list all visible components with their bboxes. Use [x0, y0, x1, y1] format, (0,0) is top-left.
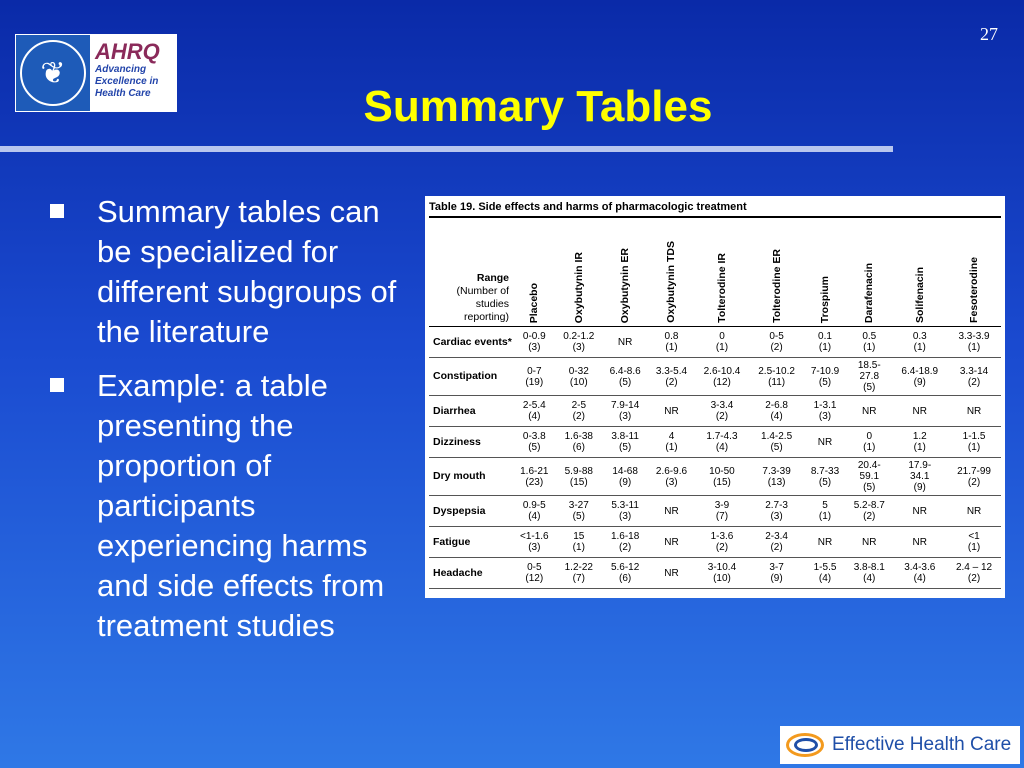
table-cell — [846, 358, 892, 396]
table-row — [429, 527, 1001, 558]
cell-line: 1.6-18 — [610, 531, 640, 542]
cell-line: (9) — [913, 482, 926, 493]
cell-line: 5.9-88 — [564, 465, 593, 477]
square-bullet-icon — [50, 378, 64, 392]
table-cell — [513, 358, 556, 396]
column-header-label: Placebo — [528, 282, 541, 323]
column-header-label: Tolterodine ER — [770, 249, 783, 323]
table-cell — [648, 527, 694, 558]
table-cell — [804, 427, 846, 458]
cell-line: (1) — [665, 442, 678, 453]
table-cell — [749, 496, 804, 527]
table-cell — [556, 396, 602, 427]
table-cell — [602, 496, 648, 527]
column-header-label: Solifenacin — [913, 266, 926, 323]
table-cell — [695, 558, 750, 589]
cell-line: (2) — [572, 411, 585, 422]
cell-line: 2.6-9.6 — [655, 465, 688, 477]
cell-line: 0-3.8 — [522, 431, 546, 442]
cell-line: 0-5 — [527, 562, 542, 573]
table-body — [429, 327, 1001, 589]
table-cell — [947, 396, 1001, 427]
cell-line: (10) — [569, 376, 588, 388]
table-cell — [804, 496, 846, 527]
bullet-item — [42, 192, 422, 352]
table-row — [429, 396, 1001, 427]
cell-line: (5) — [770, 442, 783, 453]
cell-line: 0.1 — [818, 331, 832, 342]
table-cell — [749, 358, 804, 396]
cell-line: NR — [664, 505, 679, 517]
cell-line: (12) — [525, 573, 544, 584]
cell-line: 15 — [573, 531, 585, 542]
cell-line: 21.7-99 — [957, 465, 991, 477]
cell-line: (2) — [619, 542, 632, 553]
table-cell — [846, 458, 892, 496]
cell-line: (3) — [572, 342, 585, 353]
cell-line: (1) — [715, 342, 729, 353]
cell-line: (1) — [572, 542, 585, 553]
table-cell — [846, 558, 892, 589]
cell-line: (2) — [715, 411, 729, 422]
cell-line: (3) — [528, 342, 541, 353]
cell-line: (15) — [713, 476, 731, 488]
cell-line: 14-68 — [612, 465, 638, 477]
bullet-text: Summary tables can be specialized for different subgroups of the literature — [97, 194, 397, 349]
column-header-label: Oxybutynin TDS — [665, 241, 678, 323]
table-cell — [602, 427, 648, 458]
row-label: Diarrhea — [429, 396, 513, 427]
ahrq-tagline-3: Health Care — [95, 88, 151, 99]
cell-line: 2.7-3 — [765, 500, 788, 511]
table-cell — [513, 427, 556, 458]
cell-line: 0.2-1.2 — [563, 331, 595, 342]
table-cell — [947, 427, 1001, 458]
range-header-title: Range — [476, 272, 509, 284]
cell-line: (4) — [913, 573, 926, 584]
cell-line: (6) — [619, 573, 632, 584]
table-cell — [695, 496, 750, 527]
table-cell — [602, 558, 648, 589]
cell-line: 20.4- — [857, 460, 881, 471]
table-row — [429, 427, 1001, 458]
cell-line: 0.5 — [862, 331, 877, 342]
table-cell — [648, 458, 694, 496]
table-cell — [892, 327, 947, 358]
table-row — [429, 327, 1001, 358]
slide-title: Summary Tables — [363, 82, 713, 131]
cell-line: 3-9 — [714, 500, 730, 511]
cell-line: (2) — [967, 376, 981, 388]
cell-line: NR — [617, 336, 633, 348]
cell-line: 3.8-11 — [611, 431, 639, 442]
cell-line: (1) — [913, 342, 926, 353]
table-header-row — [429, 218, 1001, 327]
cell-line: (6) — [572, 442, 585, 453]
cell-line: (3) — [818, 411, 832, 422]
column-header-label: Oxybutynin IR — [572, 251, 585, 323]
column-header-label: Darafenacin — [863, 262, 876, 323]
table-cell — [846, 496, 892, 527]
column-header-label: Trospium — [819, 275, 831, 323]
cell-line: 3-7 — [769, 562, 784, 573]
table-cell — [892, 458, 947, 496]
cell-line: (3) — [619, 511, 632, 522]
cell-line: 2-3.4 — [765, 531, 788, 542]
column-header — [804, 218, 846, 327]
slide-number: 27 — [980, 24, 998, 44]
cell-line: 1.2 — [912, 431, 927, 442]
table-cell — [846, 527, 892, 558]
table-cell — [602, 527, 648, 558]
cell-line: 2.5-10.2 — [758, 365, 795, 377]
ehc-swirl-icon — [786, 730, 828, 760]
ahrq-tagline-2: Excellence in — [95, 76, 159, 87]
cell-line: (13) — [767, 476, 786, 488]
cell-line: (11) — [768, 376, 786, 388]
cell-line: 7.9-14 — [610, 400, 640, 411]
cell-line: 3-10.4 — [707, 562, 737, 573]
bullet-text: Example: a table presenting the proportion of participants experiencing harms and side effects from treatment studies — [97, 368, 385, 643]
cell-line: 5.6-12 — [610, 562, 640, 573]
cell-line: 0-7 — [527, 365, 542, 377]
cell-line: 3.8-8.1 — [853, 562, 885, 573]
cell-line: 0 — [719, 331, 725, 342]
cell-line: NR — [966, 405, 982, 417]
cell-line: 0.8 — [664, 331, 679, 342]
ehc-logo-text: Effective Health Care — [832, 734, 1012, 755]
cell-line: (2) — [715, 542, 729, 553]
cell-line: (23) — [525, 476, 544, 488]
cell-line: (9) — [619, 476, 632, 488]
cell-line: <1-1.6 — [519, 531, 549, 542]
cell-line: 1.2-22 — [564, 562, 593, 573]
table-cell — [648, 558, 694, 589]
cell-line: 8.7-33 — [810, 465, 840, 477]
table-cell — [947, 558, 1001, 589]
row-label: Dizziness — [429, 427, 513, 458]
cell-line: 7.3-39 — [762, 465, 791, 477]
bullet-list — [42, 192, 422, 660]
cell-line: NR — [966, 505, 982, 517]
column-header — [892, 218, 947, 327]
cell-line: NR — [817, 436, 833, 448]
cell-line: 1.6-38 — [564, 431, 593, 442]
table-cell — [695, 358, 750, 396]
table-cell — [892, 496, 947, 527]
ahrq-logo-name: AHRQ — [95, 39, 160, 64]
cell-line: (2) — [770, 542, 783, 553]
cell-line: (1) — [863, 442, 876, 453]
table-cell — [947, 458, 1001, 496]
cell-line: 1.4-2.5 — [761, 431, 793, 442]
cell-line: 4 — [668, 431, 675, 442]
cell-line: 0-5 — [769, 331, 784, 342]
cell-line: 0-0.9 — [522, 331, 546, 342]
cell-line: NR — [664, 567, 679, 579]
cell-line: 1.7-4.3 — [706, 431, 738, 442]
cell-line: 10-50 — [709, 465, 735, 477]
cell-line: (5) — [863, 382, 876, 393]
range-header-line: (Number of — [456, 285, 509, 297]
table-cell — [648, 327, 694, 358]
cell-line: (4) — [863, 573, 876, 584]
cell-line: 34.1 — [910, 471, 930, 482]
title-divider — [0, 146, 893, 152]
cell-line: (15) — [569, 476, 588, 488]
table-cell — [648, 396, 694, 427]
cell-line: (19) — [525, 376, 544, 388]
cell-line: (4) — [528, 511, 541, 522]
range-header-line: studies — [475, 298, 509, 310]
table-caption: Table 19. Side effects and harms of pharmacologic treatment — [429, 198, 1001, 218]
table-cell — [804, 558, 846, 589]
cell-line: 5.3-11 — [611, 500, 639, 511]
column-header — [846, 218, 892, 327]
row-label: Dyspepsia — [429, 496, 513, 527]
cell-line: NR — [912, 405, 927, 417]
cell-line: NR — [817, 536, 833, 548]
cell-line: 3.3-14 — [959, 365, 989, 377]
table-cell — [695, 527, 750, 558]
cell-line: (4) — [770, 411, 783, 422]
table-cell — [556, 358, 602, 396]
ahrq-tagline-1: Advancing — [95, 64, 147, 75]
table-cell — [513, 327, 556, 358]
cell-line: (9) — [770, 573, 783, 584]
cell-line: 17.9- — [908, 460, 932, 471]
cell-line: 1-3.6 — [710, 531, 734, 542]
cell-line: (1) — [967, 342, 981, 353]
table-cell — [749, 527, 804, 558]
row-label: Headache — [429, 558, 513, 589]
cell-line: (5) — [619, 376, 632, 388]
cell-line: (2) — [967, 573, 981, 584]
column-header-label: Oxybutynin ER — [619, 247, 632, 323]
table-cell — [695, 458, 750, 496]
cell-line: NR — [664, 405, 679, 417]
table-cell — [648, 358, 694, 396]
cell-line: 0.3 — [912, 331, 927, 342]
table-cell — [804, 358, 846, 396]
cell-line: 27.8 — [859, 371, 880, 382]
cell-line: 6.4-8.6 — [609, 365, 641, 377]
cell-line: 0 — [866, 431, 873, 442]
table-cell — [892, 396, 947, 427]
cell-line: 1-1.5 — [962, 431, 986, 442]
table-cell — [556, 558, 602, 589]
cell-line: (1) — [818, 342, 832, 353]
table-cell — [602, 327, 648, 358]
cell-line: 59.1 — [859, 471, 880, 482]
cell-line: 2-6.8 — [765, 400, 788, 411]
cell-line: (4) — [528, 411, 541, 422]
table-cell — [749, 396, 804, 427]
cell-line: 0-32 — [568, 365, 589, 377]
table-row — [429, 558, 1001, 589]
eagle-icon: ❦ — [20, 40, 86, 106]
table-cell — [513, 396, 556, 427]
cell-line: 5.2-8.7 — [853, 500, 885, 511]
table-cell — [846, 327, 892, 358]
cell-line: (12) — [713, 376, 731, 388]
side-effects-table-image — [425, 196, 1005, 598]
table-row — [429, 358, 1001, 396]
cell-line: (3) — [770, 511, 783, 522]
table-cell — [749, 327, 804, 358]
table-cell — [804, 396, 846, 427]
cell-line: (1) — [967, 542, 981, 553]
cell-line: 3.4-3.6 — [904, 562, 936, 573]
cell-line: 3.3-5.4 — [655, 365, 688, 377]
bullet-item — [42, 366, 422, 646]
table-cell — [804, 527, 846, 558]
cell-line: (3) — [528, 542, 541, 553]
table-cell — [648, 427, 694, 458]
cell-line: 1-5.5 — [813, 562, 837, 573]
column-header — [556, 218, 602, 327]
row-label: Constipation — [429, 358, 513, 396]
cell-line: 7-10.9 — [810, 365, 840, 377]
cell-line: NR — [862, 405, 877, 417]
cell-line: (3) — [619, 411, 632, 422]
table-cell — [947, 327, 1001, 358]
table-row — [429, 496, 1001, 527]
cell-line: NR — [862, 536, 877, 548]
side-effects-table — [429, 218, 1001, 589]
cell-line: (5) — [572, 511, 585, 522]
row-label: Cardiac events* — [429, 327, 513, 358]
cell-line: 2.4 – 12 — [955, 562, 993, 573]
cell-line: (3) — [665, 476, 678, 488]
table-cell — [749, 558, 804, 589]
table-cell — [648, 496, 694, 527]
cell-line: 1-3.1 — [813, 400, 837, 411]
table-cell — [947, 358, 1001, 396]
cell-line: 2.6-10.4 — [703, 365, 741, 377]
cell-line: NR — [664, 536, 679, 548]
table-cell — [695, 427, 750, 458]
cell-line: (1) — [913, 442, 926, 453]
table-cell — [556, 527, 602, 558]
cell-line: <1 — [968, 531, 980, 542]
cell-line: 3-27 — [568, 500, 589, 511]
cell-line: (1) — [863, 342, 876, 353]
table-cell — [749, 458, 804, 496]
cell-line: (10) — [713, 573, 731, 584]
column-header — [602, 218, 648, 327]
cell-line: 6.4-18.9 — [901, 365, 939, 377]
table-row — [429, 458, 1001, 496]
table-cell — [513, 496, 556, 527]
cell-line: (1) — [665, 342, 678, 353]
cell-line: (2) — [770, 342, 783, 353]
ehc-logo — [780, 726, 1020, 764]
cell-line: 3-3.4 — [710, 400, 734, 411]
cell-line: 2-5 — [571, 400, 587, 411]
table-cell — [602, 458, 648, 496]
table-cell — [695, 327, 750, 358]
table-cell — [556, 427, 602, 458]
cell-line: (7) — [715, 511, 729, 522]
table-cell — [513, 458, 556, 496]
cell-line: (2) — [863, 511, 876, 522]
cell-line: (5) — [528, 442, 541, 453]
table-cell — [892, 558, 947, 589]
square-bullet-icon — [50, 204, 64, 218]
range-header — [429, 218, 513, 327]
table-cell — [804, 327, 846, 358]
column-header — [947, 218, 1001, 327]
cell-line: 5 — [822, 500, 828, 511]
column-header-label: Tolterodine IR — [715, 253, 728, 323]
table-cell — [556, 496, 602, 527]
cell-line: (4) — [818, 573, 832, 584]
range-header-line: reporting) — [464, 311, 509, 323]
column-header — [513, 218, 556, 327]
table-cell — [749, 427, 804, 458]
table-cell — [947, 496, 1001, 527]
table-cell — [556, 458, 602, 496]
column-header-label: Fesoterodine — [968, 257, 981, 323]
table-cell — [513, 527, 556, 558]
cell-line: (7) — [572, 573, 585, 584]
table-cell — [892, 527, 947, 558]
cell-line: 3.3-3.9 — [958, 331, 990, 342]
cell-line: 18.5- — [857, 360, 881, 371]
table-cell — [846, 396, 892, 427]
table-cell — [846, 427, 892, 458]
column-header — [648, 218, 694, 327]
cell-line: 0.9-5 — [522, 500, 546, 511]
cell-line: NR — [912, 505, 927, 517]
cell-line: (9) — [913, 376, 926, 388]
cell-line: 2-5.4 — [522, 400, 546, 411]
cell-line: (5) — [863, 482, 876, 493]
column-header — [749, 218, 804, 327]
cell-line: NR — [912, 536, 927, 548]
cell-line: (5) — [818, 376, 832, 388]
cell-line: (1) — [818, 511, 832, 522]
cell-line: (4) — [715, 442, 729, 453]
cell-line: (1) — [967, 442, 981, 453]
table-cell — [602, 358, 648, 396]
table-cell — [513, 558, 556, 589]
table-cell — [556, 327, 602, 358]
table-cell — [947, 527, 1001, 558]
table-cell — [892, 358, 947, 396]
table-cell — [892, 427, 947, 458]
cell-line: (2) — [665, 376, 678, 388]
cell-line: 1.6-21 — [520, 465, 549, 477]
table-cell — [695, 396, 750, 427]
cell-line: (5) — [619, 442, 632, 453]
table-cell — [804, 458, 846, 496]
row-label: Fatigue — [429, 527, 513, 558]
row-label: Dry mouth — [429, 458, 513, 496]
table-cell — [602, 396, 648, 427]
cell-line: (2) — [967, 476, 981, 488]
column-header — [695, 218, 750, 327]
cell-line: (5) — [818, 476, 832, 488]
